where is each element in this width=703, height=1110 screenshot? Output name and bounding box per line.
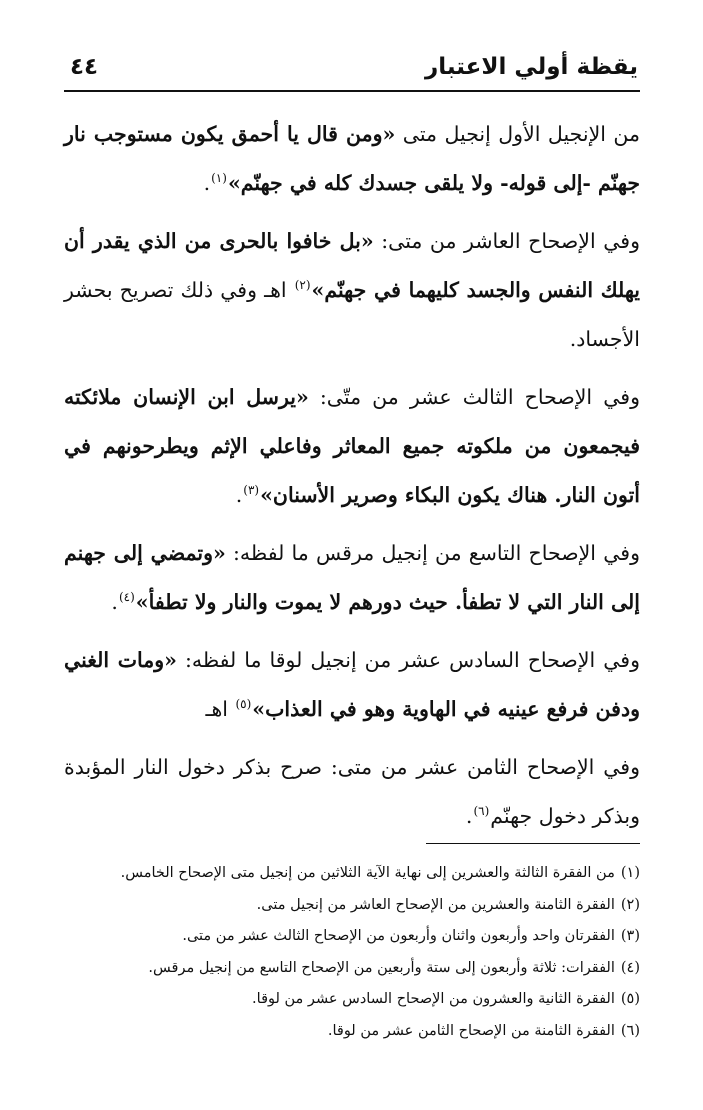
paragraph-tail: اهـ — [205, 697, 235, 721]
paragraph-tail: . — [203, 171, 211, 195]
paragraph-text: وفي الإصحاح الثالث عشر من متّى: — [308, 385, 641, 409]
quotation: «ومن قال يا أحمق يكون مستوجب نار جهنّم -إلى قوله- ولا يلقى جسدك كله في جهنّم» — [64, 122, 640, 195]
footnote — [64, 1016, 640, 1048]
quotation: «بل خافوا بالحرى من الذي يقدر أن يهلك النفس والجسد كليهما في جهنّم» — [64, 229, 640, 302]
footnote-text: الفقرات: ثلاثة وأربعون إلى ستة وأربعين من الإصحاح التاسع من إنجيل مرقس. — [148, 959, 615, 976]
paragraph-text: من الإنجيل الأول إنجيل متى — [395, 122, 640, 146]
paragraph-tail: . — [111, 590, 118, 614]
footnote — [64, 858, 640, 890]
paragraph-text: وفي الإصحاح السادس عشر من إنجيل لوقا ما لفظه: — [176, 648, 640, 672]
footnote-ref: (٤) — [118, 590, 135, 605]
paragraph-tail: . — [235, 483, 243, 507]
paragraph — [64, 743, 640, 841]
footnote-ref: (١) — [211, 171, 227, 186]
footnote-ref: (٥) — [235, 697, 252, 712]
paragraph — [64, 636, 640, 734]
footnote — [64, 984, 640, 1016]
paragraph — [64, 373, 640, 520]
footnote-text: الفقرتان واحد وأربعون واثنان وأربعون من الإصحاح الثالث عشر من متى. — [182, 928, 615, 944]
footnote-number: (٤) — [620, 959, 640, 976]
paragraph-text: وفي الإصحاح العاشر من متى: — [373, 229, 640, 253]
paragraph — [64, 217, 640, 364]
footnote-separator — [426, 843, 640, 844]
quotation: «وتمضي إلى جهنم إلى النار التي لا تطفأ. حيث دورهم لا يموت والنار ولا تطفأ» — [64, 541, 640, 614]
paragraph-text: وفي الإصحاح الثامن عشر من متى: صرح بذكر دخول النار المؤبدة وبذكر دخول جهنّم — [64, 755, 640, 828]
footnote-text: الفقرة الثامنة من الإصحاح الثامن عشر من لوقا. — [327, 1022, 615, 1039]
footnote — [64, 953, 640, 985]
footnote — [64, 921, 640, 953]
footnotes — [64, 858, 640, 1047]
footnote-number: (١) — [620, 865, 640, 881]
footnote-text: الفقرة الثامنة والعشرين من الإصحاح العاشر من إنجيل متى. — [256, 896, 615, 913]
footnote-number: (٥) — [620, 991, 640, 1007]
book-title: يقظة أولي الاعتبار — [424, 54, 638, 80]
footnote-ref: (٢) — [294, 278, 311, 293]
page-number: ٤٤ — [70, 54, 99, 80]
main-text — [64, 110, 640, 841]
quotation: «يرسل ابن الإنسان ملائكته فيجمعون من ملكوته جميع المعاثر وفاعلي الإثم ويطرحونهم في أتون النار. هناك يكون البكاء وصرير الأسنان» — [64, 385, 640, 507]
paragraph-tail: اهـ وفي ذلك تصريح بحشر الأجساد. — [64, 278, 640, 351]
footnote-number: (٦) — [620, 1022, 640, 1039]
footnote-number: (٢) — [620, 896, 640, 913]
footnote-number: (٣) — [620, 928, 640, 944]
paragraph — [64, 110, 640, 208]
paragraph-text: وفي الإصحاح التاسع من إنجيل مرقس ما لفظه: — [225, 541, 640, 565]
paragraph — [64, 529, 640, 627]
book-page — [64, 50, 640, 1090]
paragraph-tail: . — [465, 804, 473, 828]
quotation: «ومات الغني ودفن فرفع عينيه في الهاوية وهو في العذاب» — [64, 648, 640, 721]
footnote-text: من الفقرة الثالثة والعشرين إلى نهاية الآية الثلاثين من إنجيل متى الإصحاح الخامس. — [120, 865, 615, 881]
footnote-text: الفقرة الثانية والعشرون من الإصحاح السادس عشر من لوقا. — [252, 991, 615, 1007]
running-header — [64, 50, 640, 92]
footnote-ref: (٣) — [243, 483, 260, 498]
footnote — [64, 890, 640, 922]
footnote-ref: (٦) — [473, 804, 490, 819]
